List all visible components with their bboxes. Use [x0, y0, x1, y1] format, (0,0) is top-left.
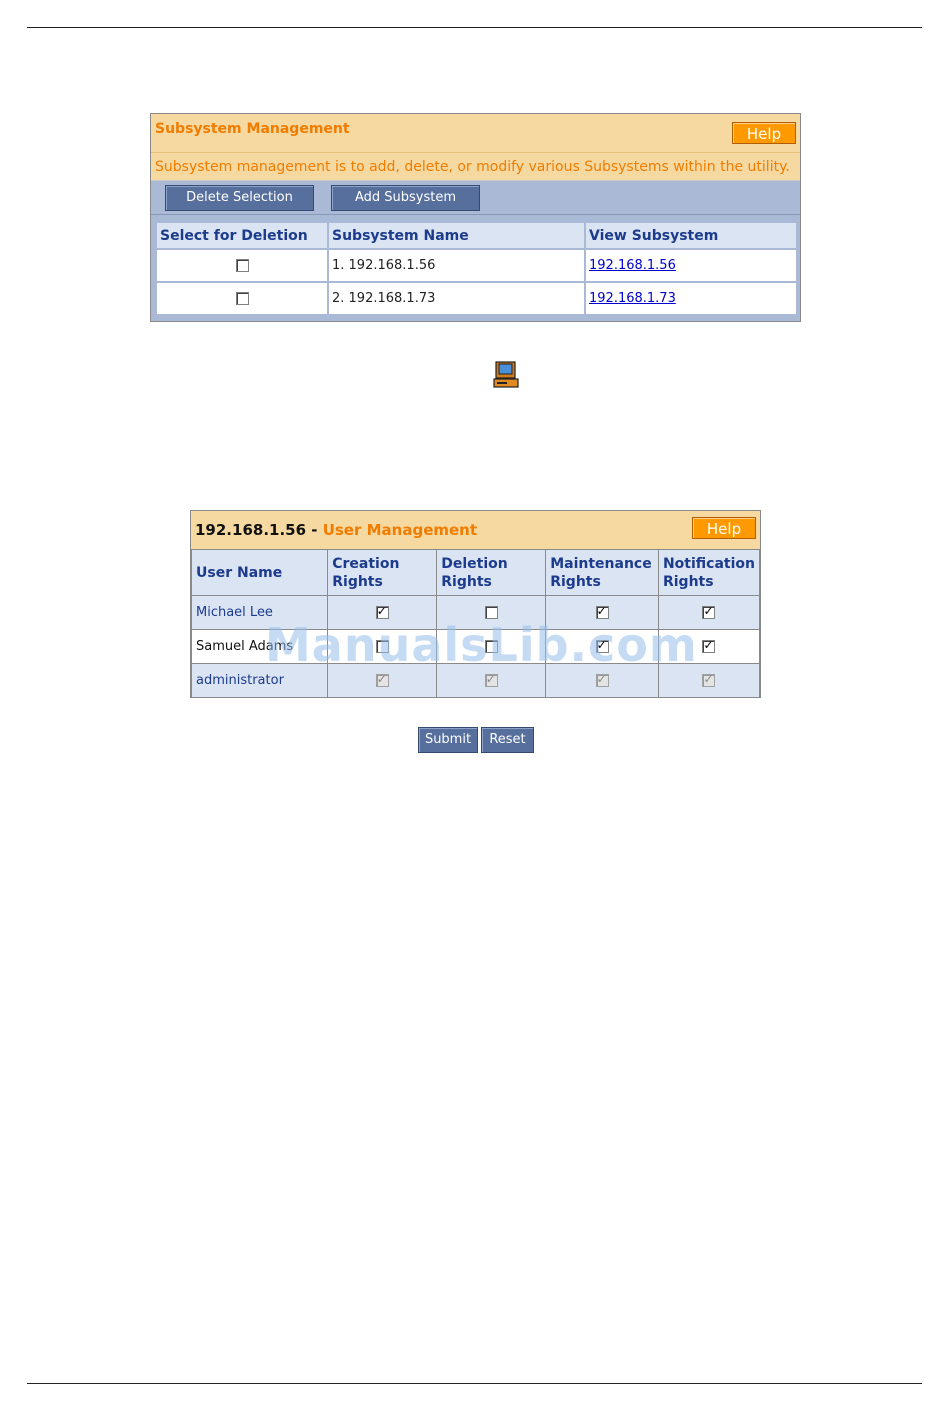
user-panel-title — [195, 521, 477, 539]
table-row — [157, 250, 796, 281]
view-subsystem-cell — [586, 283, 796, 314]
select-cell — [157, 250, 327, 281]
maintenance-rights-checkbox — [596, 674, 609, 687]
table-row — [192, 630, 760, 664]
user-name: Samuel Adams — [192, 630, 328, 664]
delete-selection-button[interactable]: Delete Selection — [165, 185, 314, 211]
notification-rights-checkbox — [702, 674, 715, 687]
user-name: administrator — [192, 664, 328, 698]
col-maintenance-rights: Maintenance Rights — [546, 550, 659, 596]
subsystem-table — [155, 221, 798, 316]
subsystem-toolbar — [151, 181, 800, 215]
view-subsystem-link[interactable]: 192.168.1.73 — [589, 291, 676, 306]
col-subsystem-name: Subsystem Name — [329, 223, 584, 248]
subsystem-description: Subsystem management is to add, delete, or modify various Subsystems within the utility. — [151, 153, 800, 181]
user-name: Michael Lee — [192, 596, 328, 630]
creation-rights-checkbox[interactable] — [376, 606, 389, 619]
deletion-rights-checkbox — [485, 674, 498, 687]
creation-rights-checkbox — [376, 674, 389, 687]
maintenance-rights-checkbox[interactable] — [596, 640, 609, 653]
title-separator: - — [306, 521, 323, 539]
col-deletion-rights: Deletion Rights — [437, 550, 546, 596]
bottom-rule — [27, 1383, 922, 1384]
table-row — [157, 283, 796, 314]
table-row — [192, 596, 760, 630]
subsystem-name: 2. 192.168.1.73 — [329, 283, 584, 314]
subsystem-management-panel — [150, 113, 801, 322]
notification-rights-checkbox[interactable] — [702, 640, 715, 653]
user-help-button[interactable]: Help — [692, 517, 756, 539]
user-header — [191, 511, 760, 550]
creation-rights-checkbox[interactable] — [376, 640, 389, 653]
user-management-label: User Management — [322, 521, 478, 539]
subsystem-title: Subsystem Management — [155, 121, 350, 137]
reset-button[interactable]: Reset — [481, 727, 534, 753]
subsystem-help-button[interactable]: Help — [732, 122, 796, 144]
table-row — [192, 664, 760, 698]
user-management-panel — [190, 510, 761, 698]
select-checkbox[interactable] — [236, 259, 249, 272]
subsystem-name: 1. 192.168.1.56 — [329, 250, 584, 281]
subsystem-header — [151, 114, 800, 153]
watermark: ManualsLib.com — [265, 618, 698, 672]
top-rule — [27, 27, 922, 28]
computer-icon[interactable] — [493, 361, 519, 389]
deletion-rights-checkbox[interactable] — [485, 606, 498, 619]
submit-button[interactable]: Submit — [418, 727, 478, 753]
col-creation-rights: Creation Rights — [328, 550, 437, 596]
col-view-subsystem: View Subsystem — [586, 223, 796, 248]
col-notification-rights: Notification Rights — [658, 550, 759, 596]
view-subsystem-cell — [586, 250, 796, 281]
col-user-name: User Name — [192, 550, 328, 596]
notification-rights-checkbox[interactable] — [702, 606, 715, 619]
deletion-rights-checkbox[interactable] — [485, 640, 498, 653]
user-rights-table — [191, 549, 760, 698]
select-checkbox[interactable] — [236, 292, 249, 305]
maintenance-rights-checkbox[interactable] — [596, 606, 609, 619]
col-select-for-deletion: Select for Deletion — [157, 223, 327, 248]
select-cell — [157, 283, 327, 314]
subsystem-ip: 192.168.1.56 — [195, 521, 307, 539]
view-subsystem-link[interactable]: 192.168.1.56 — [589, 258, 676, 273]
add-subsystem-button[interactable]: Add Subsystem — [331, 185, 480, 211]
